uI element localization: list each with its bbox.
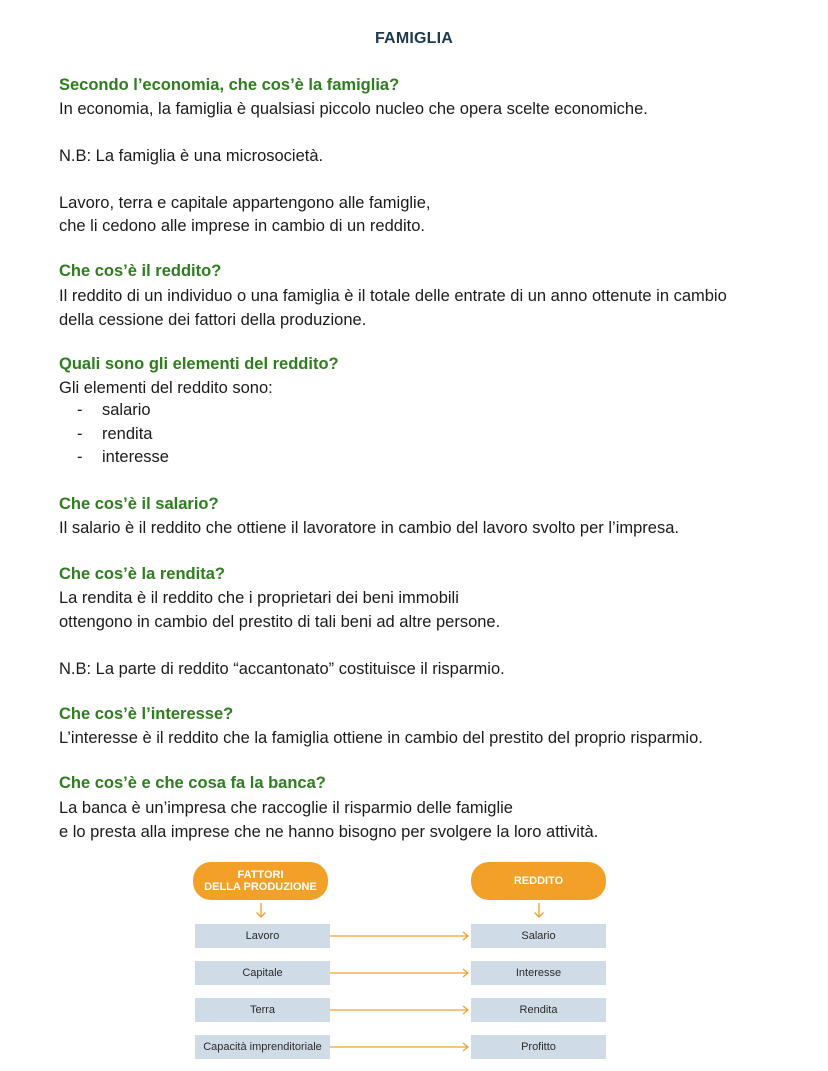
factor-box: Capacità imprenditoriale	[195, 1035, 330, 1059]
arrow-right-icon	[330, 1004, 471, 1016]
factor-box: Capitale	[195, 961, 330, 985]
text-lavoro-line1: Lavoro, terra e capitale appartengono alle famiglie,	[59, 194, 431, 212]
answer-reddito-line2: della cessione dei fattori della produzione.	[59, 311, 367, 329]
bullet-dash: -	[77, 448, 83, 466]
list-item	[77, 423, 169, 447]
income-box: Interesse	[471, 961, 606, 985]
bullet-dash: -	[77, 401, 83, 419]
income-box: Salario	[471, 924, 606, 948]
note-microsocieta: N.B: La famiglia è una microsocietà.	[59, 147, 324, 165]
question-interesse: Che cos’è l’interesse?	[59, 705, 234, 723]
question-elementi: Quali sono gli elementi del reddito?	[59, 355, 339, 373]
answer-banca-line2: e lo presta alla imprese che ne hanno bisogno per svolgere la loro attività.	[59, 823, 599, 841]
answer-reddito-line1: Il reddito di un individuo o una famiglia è il totale delle entrate di un anno ottenute in cambio	[59, 287, 727, 305]
question-reddito: Che cos’è il reddito?	[59, 262, 222, 280]
answer-rendita-line1: La rendita è il reddito che i proprietari dei beni immobili	[59, 589, 459, 607]
arrow-right-icon	[330, 930, 471, 942]
factor-box: Terra	[195, 998, 330, 1022]
list-item	[77, 446, 169, 470]
header-fattori	[193, 862, 328, 900]
list-item	[77, 399, 169, 423]
header-fattori-line2: DELLA PRODUZIONE	[204, 881, 317, 893]
answer-rendita-line2: ottengono in cambio del prestito di tali beni ad altre persone.	[59, 613, 501, 631]
arrow-down-icon	[255, 903, 267, 919]
answer-salario: Il salario è il reddito che ottiene il lavoratore in cambio del lavoro svolto per l’impresa.	[59, 519, 679, 537]
header-fattori-line1: FATTORI	[237, 869, 284, 881]
question-banca: Che cos’è e che cosa fa la banca?	[59, 774, 326, 792]
answer-interesse: L’interesse è il reddito che la famiglia ottiene in cambio del prestito del proprio risparmio.	[59, 729, 703, 747]
list-item-label: salario	[102, 401, 151, 419]
arrow-right-icon	[330, 967, 471, 979]
header-reddito: REDDITO	[471, 862, 606, 900]
bullet-dash: -	[77, 424, 83, 443]
elementi-list	[77, 399, 169, 470]
list-item-label: rendita	[102, 424, 153, 443]
arrow-down-icon	[533, 903, 545, 919]
list-item-label: interesse	[102, 448, 169, 466]
question-famiglia: Secondo l’economia, che cos’è la famiglia?	[59, 76, 400, 94]
note-risparmio: N.B: La parte di reddito “accantonato” costituisce il risparmio.	[59, 660, 505, 678]
elementi-intro: Gli elementi del reddito sono:	[59, 379, 273, 397]
page-title: FAMIGLIA	[374, 30, 454, 47]
text-lavoro-line2: che li cedono alle imprese in cambio di un reddito.	[59, 217, 425, 235]
answer-banca-line1: La banca è un’impresa che raccoglie il risparmio delle famiglie	[59, 799, 513, 817]
arrow-right-icon	[330, 1041, 471, 1053]
income-box: Rendita	[471, 998, 606, 1022]
factors-income-diagram	[190, 858, 620, 1063]
income-box: Profitto	[471, 1035, 606, 1059]
question-salario: Che cos’è il salario?	[59, 495, 219, 513]
question-rendita: Che cos’è la rendita?	[59, 565, 225, 583]
answer-famiglia: In economia, la famiglia è qualsiasi piccolo nucleo che opera scelte economiche.	[59, 100, 648, 118]
factor-box: Lavoro	[195, 924, 330, 948]
